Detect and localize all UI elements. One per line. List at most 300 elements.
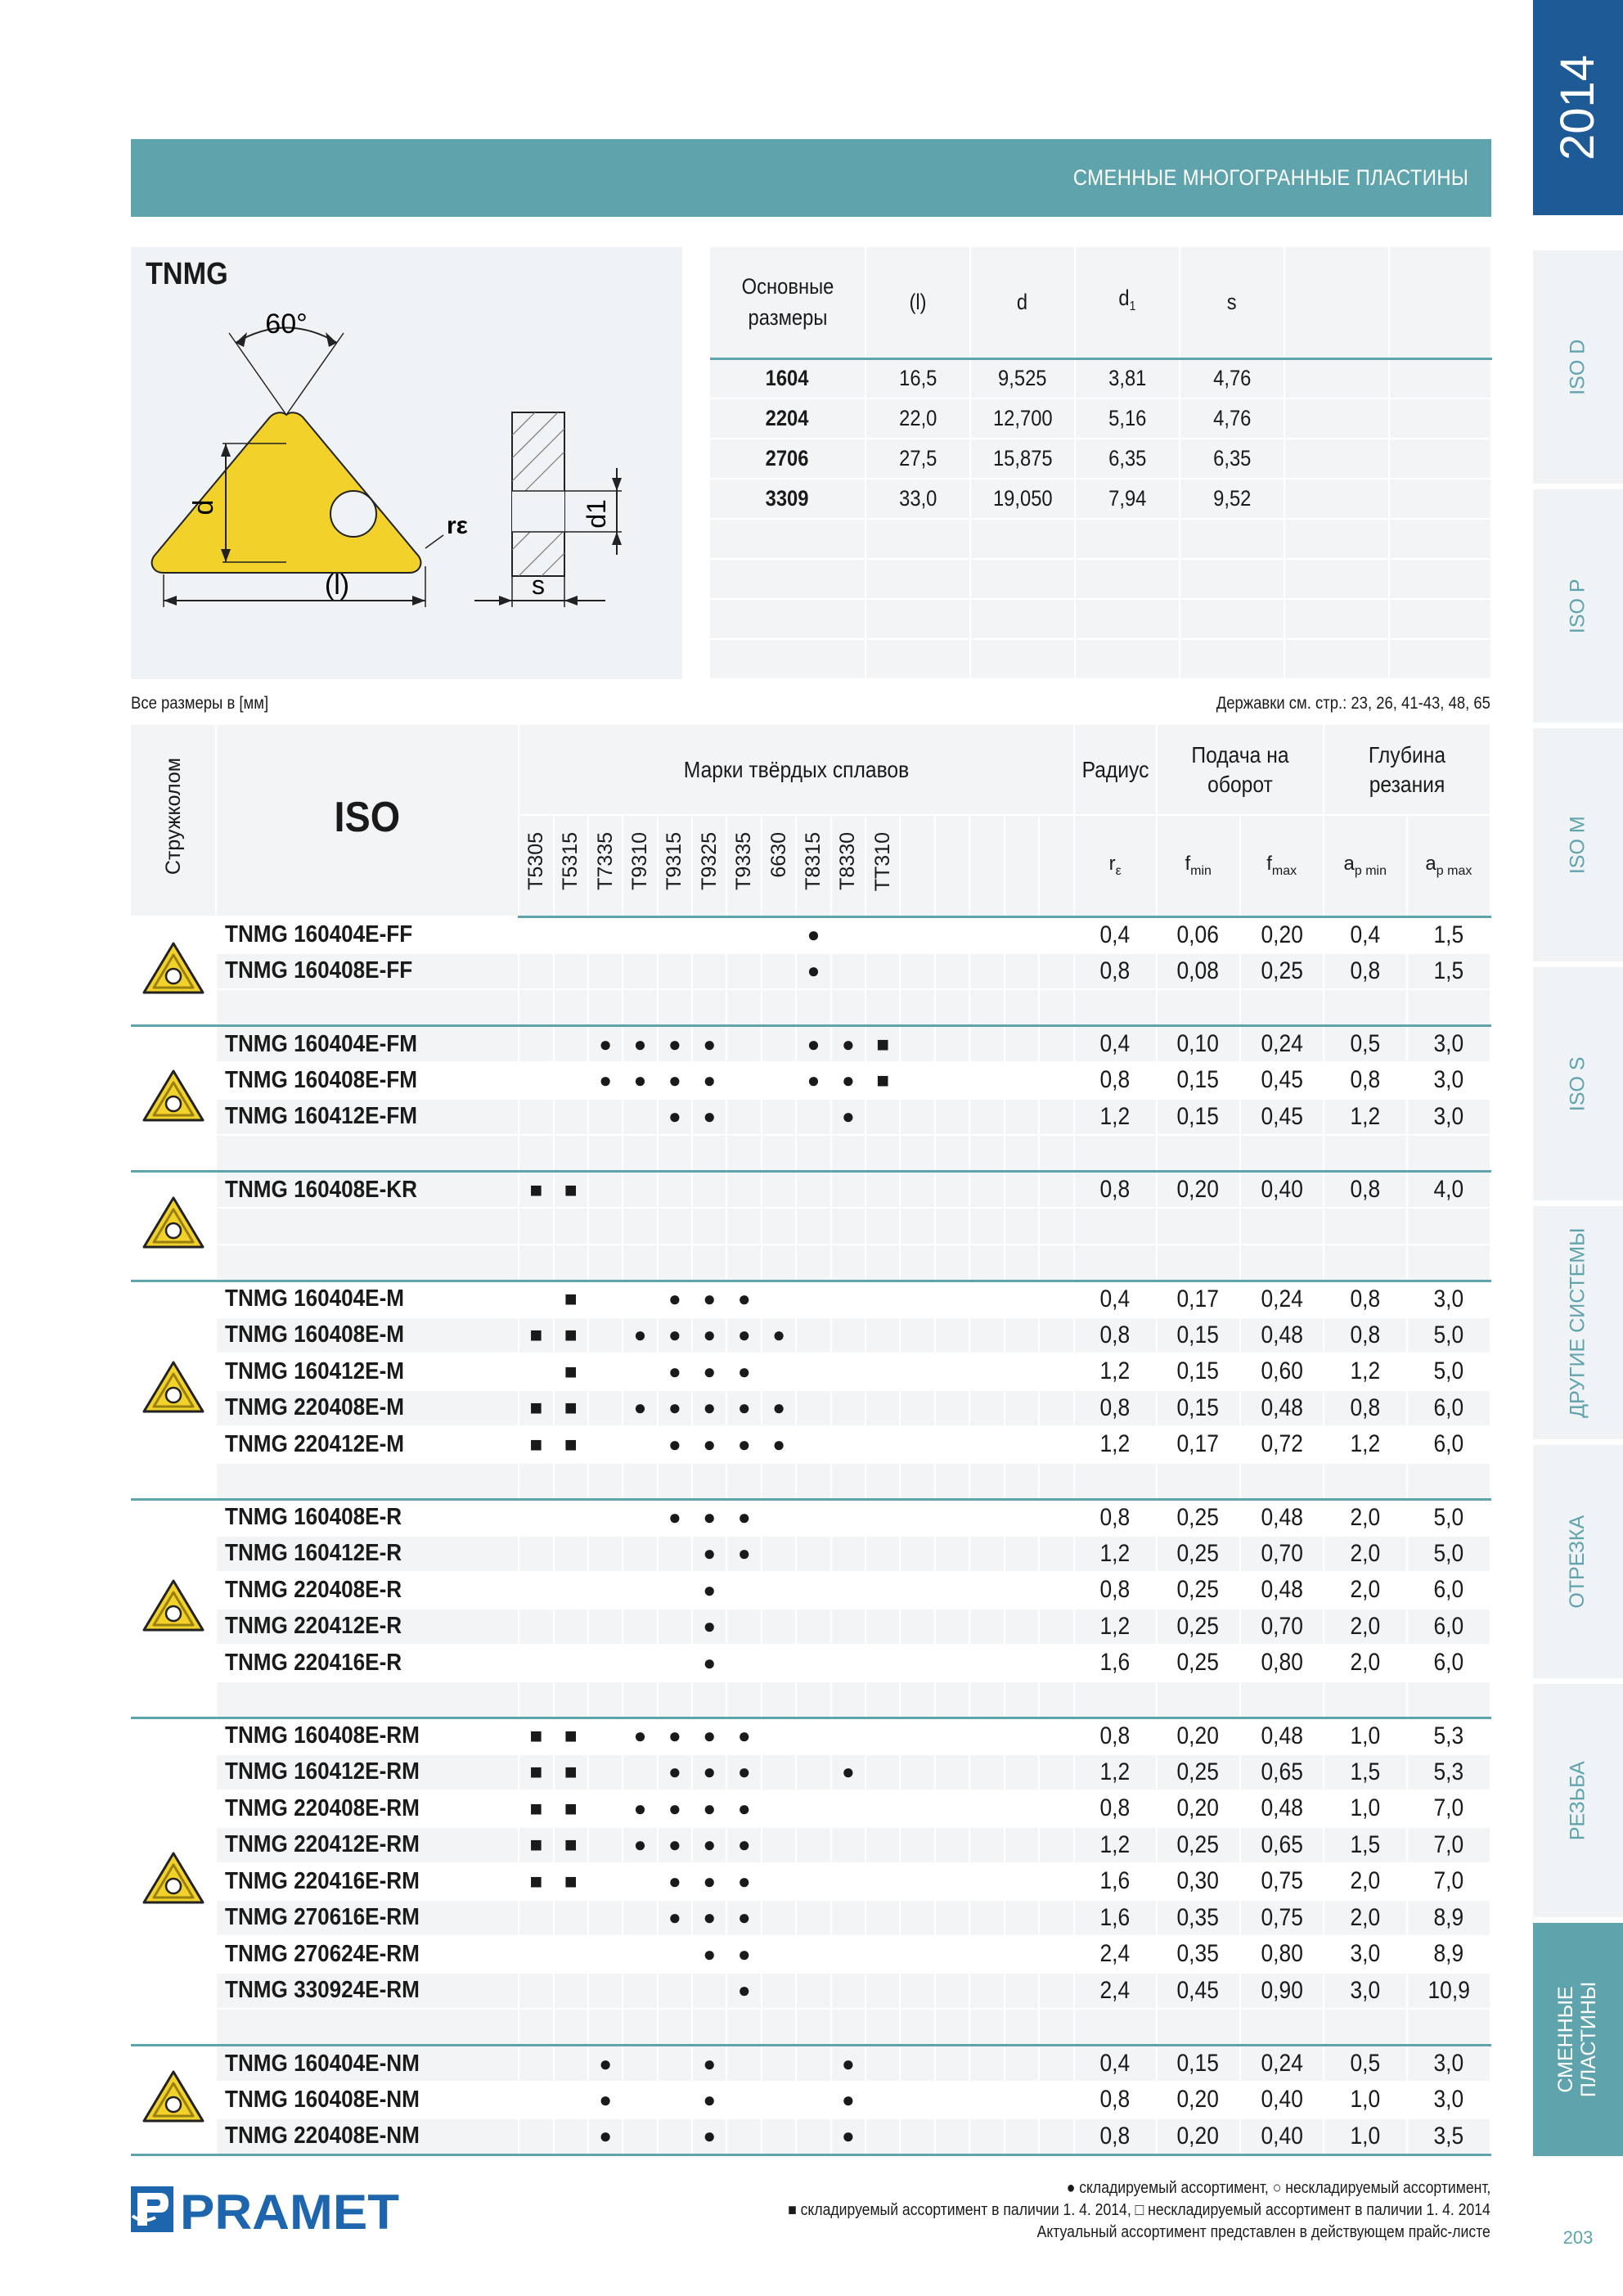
table-row: [131, 1536, 1490, 1573]
param-r: 0,8: [1074, 1499, 1157, 1536]
availability-mark: ●: [692, 2118, 726, 2155]
sidebar-tab-4[interactable]: [1533, 967, 1623, 1200]
insert-code[interactable]: TNMG 160412E-M: [216, 1353, 519, 1390]
availability-mark: ■: [519, 1317, 553, 1354]
sidebar-tab-label: СМЕННЫЕ ПЛАСТИНЫ: [1554, 1981, 1600, 2098]
availability-mark: ●: [692, 1900, 726, 1937]
availability-mark: ●: [658, 1390, 692, 1427]
param-subheader-4: $a_{p max}$: [1407, 815, 1490, 916]
sidebar-tab-1[interactable]: [1533, 250, 1623, 484]
table-row: [131, 953, 1490, 990]
grade-header-6: T9335: [726, 815, 761, 916]
legend-line-3: Актуальный ассортимент представлен в действующем прайс-листе: [1036, 2223, 1490, 2241]
grade-header-12: [935, 815, 969, 916]
insert-code[interactable]: TNMG 220408E-R: [216, 1572, 519, 1609]
dim-header-5: [1284, 247, 1389, 358]
param-fmax: 0,48: [1240, 1717, 1324, 1754]
insert-code[interactable]: TNMG 160408E-FF: [216, 953, 519, 990]
param-fmax: 0,72: [1240, 1426, 1324, 1463]
param-r: 0,4: [1074, 1026, 1157, 1063]
param-fmin: 0,25: [1157, 1499, 1240, 1536]
insert-code[interactable]: TNMG 220412E-RM: [216, 1827, 519, 1864]
availability-mark: ●: [726, 1936, 761, 1973]
param-apmin: 1,0: [1324, 2118, 1407, 2155]
param-apmin: 2,0: [1324, 1609, 1407, 1645]
grade-header-10: TT310: [865, 815, 900, 916]
availability-mark: ●: [692, 1099, 726, 1136]
availability-mark: ●: [692, 1536, 726, 1573]
insert-code[interactable]: TNMG 220412E-R: [216, 1609, 519, 1645]
availability-mark: ●: [831, 2046, 865, 2082]
param-fmin: 0,20: [1157, 1717, 1240, 1754]
table-row: [131, 1099, 1490, 1136]
insert-grades-table: [131, 725, 1491, 2156]
param-apmin: 0,5: [1324, 2046, 1407, 2082]
param-fmin: 0,25: [1157, 1645, 1240, 1681]
availability-mark: ■: [554, 1426, 588, 1463]
param-apmax: 5,3: [1407, 1717, 1490, 1754]
availability-mark: ●: [692, 2046, 726, 2082]
availability-mark: ●: [796, 916, 830, 953]
availability-mark: ●: [658, 1717, 692, 1754]
dim-s-label: s: [532, 570, 545, 600]
param-fmax: 0,70: [1240, 1609, 1324, 1645]
availability-mark: ●: [692, 1026, 726, 1063]
insert-geometry-drawing: [131, 247, 682, 679]
param-r: 0,8: [1074, 2082, 1157, 2118]
param-r: 0,8: [1074, 1172, 1157, 1209]
param-fmin: 0,45: [1157, 1973, 1240, 2010]
availability-mark: ■: [554, 1172, 588, 1209]
spacer-row: [131, 989, 1490, 1026]
param-fmin: 0,20: [1157, 1172, 1240, 1209]
availability-mark: ●: [658, 1426, 692, 1463]
param-apmax: 7,0: [1407, 1790, 1490, 1827]
availability-mark: ●: [726, 1390, 761, 1427]
dim-header-3: $d_1$: [1075, 247, 1180, 358]
grade-header-11: [900, 815, 934, 916]
dim-row: 1604 16,5 9,525 3,81 4,76: [710, 358, 1491, 398]
grade-header-3: T9310: [623, 815, 657, 916]
availability-mark: ■: [554, 1827, 588, 1864]
insert-code[interactable]: TNMG 160412E-RM: [216, 1754, 519, 1791]
chipbreaker-icon: [131, 1172, 216, 1281]
param-fmax: 0,25: [1240, 953, 1324, 990]
dim-row: [710, 559, 1491, 599]
param-apmin: 2,0: [1324, 1900, 1407, 1937]
param-r: 1,2: [1074, 1353, 1157, 1390]
insert-code[interactable]: TNMG 160404E-FF: [216, 916, 519, 953]
grade-header-14: [1005, 815, 1039, 916]
insert-code[interactable]: TNMG 160404E-FM: [216, 1026, 519, 1063]
sidebar-tab-2[interactable]: [1533, 489, 1623, 723]
table-row: [131, 1645, 1490, 1681]
availability-mark: ●: [692, 1936, 726, 1973]
param-apmin: 0,5: [1324, 1026, 1407, 1063]
feed-header: Подача на оборот: [1157, 725, 1324, 815]
availability-mark: ●: [726, 1973, 761, 2010]
param-subheader-0: $r_\varepsilon$: [1074, 815, 1157, 916]
param-fmin: 0,17: [1157, 1426, 1240, 1463]
table-row: [131, 916, 1490, 953]
param-apmin: 0,4: [1324, 916, 1407, 953]
availability-mark: ■: [554, 1317, 588, 1354]
table-row: [131, 2082, 1490, 2118]
param-r: 1,2: [1074, 1536, 1157, 1573]
grade-header-5: T9325: [692, 815, 726, 916]
sidebar-tab-label: ОТРЕЗКА: [1566, 1515, 1589, 1609]
insert-code[interactable]: TNMG 160408E-KR: [216, 1172, 519, 1209]
param-r: 1,2: [1074, 1609, 1157, 1645]
logo-text: PRAMET: [180, 2185, 399, 2235]
year-label: 2014: [1551, 54, 1605, 161]
pramet-logo: [131, 2183, 401, 2240]
insert-code[interactable]: TNMG 160412E-FM: [216, 1099, 519, 1136]
param-fmin: 0,06: [1157, 916, 1240, 953]
param-apmax: 7,0: [1407, 1827, 1490, 1864]
param-apmax: 3,0: [1407, 1062, 1490, 1099]
availability-mark: ●: [588, 2118, 623, 2155]
param-apmax: 3,5: [1407, 2118, 1490, 2155]
dim-row: 3309 33,0 19,050 7,94 9,52: [710, 479, 1491, 519]
param-apmax: 5,0: [1407, 1536, 1490, 1573]
spacer-row: [131, 1245, 1490, 1281]
section-title: СМЕННЫЕ МНОГОГРАННЫЕ ПЛАСТИНЫ: [1072, 165, 1468, 190]
availability-mark: ●: [623, 1827, 657, 1864]
param-apmax: 4,0: [1407, 1172, 1490, 1209]
units-note: Все размеры в [мм]: [131, 694, 269, 713]
param-fmax: 0,65: [1240, 1827, 1324, 1864]
availability-mark: ■: [519, 1717, 553, 1754]
availability-mark: ●: [692, 1426, 726, 1463]
angle-line-right: [286, 333, 344, 415]
dim-row: [710, 599, 1491, 639]
chipbreaker-icon: [131, 916, 216, 1026]
chipbreaker-icon: [131, 1499, 216, 1717]
insert-code[interactable]: TNMG 330924E-RM: [216, 1973, 519, 2010]
param-r: 1,6: [1074, 1900, 1157, 1937]
param-apmin: 1,2: [1324, 1353, 1407, 1390]
param-fmin: 0,35: [1157, 1936, 1240, 1973]
availability-mark: ●: [658, 1499, 692, 1536]
param-apmax: 5,0: [1407, 1353, 1490, 1390]
dim-d-label: d: [188, 499, 219, 515]
param-fmin: 0,15: [1157, 1317, 1240, 1354]
availability-mark: ●: [726, 1863, 761, 1900]
param-r: 1,2: [1074, 1754, 1157, 1791]
availability-mark: ■: [519, 1827, 553, 1864]
insert-code[interactable]: TNMG 160408E-RM: [216, 1717, 519, 1754]
availability-mark: ●: [623, 1317, 657, 1354]
param-apmin: 0,8: [1324, 1062, 1407, 1099]
insert-code[interactable]: TNMG 220408E-M: [216, 1390, 519, 1427]
availability-mark: ●: [726, 1790, 761, 1827]
availability-mark: ■: [865, 1026, 900, 1063]
param-fmax: 0,20: [1240, 916, 1324, 953]
param-fmin: 0,30: [1157, 1863, 1240, 1900]
param-r: 0,4: [1074, 916, 1157, 953]
availability-mark: ■: [519, 1790, 553, 1827]
spacer-row: [131, 1135, 1490, 1172]
param-fmax: 0,45: [1240, 1062, 1324, 1099]
param-apmin: 1,2: [1324, 1099, 1407, 1136]
availability-mark: ●: [692, 1754, 726, 1791]
param-apmax: 8,9: [1407, 1936, 1490, 1973]
param-fmin: 0,20: [1157, 2118, 1240, 2155]
availability-mark: ●: [658, 1353, 692, 1390]
dim-header-2: d: [970, 247, 1075, 358]
param-apmax: 1,5: [1407, 953, 1490, 990]
availability-mark: ●: [726, 1900, 761, 1937]
param-apmax: 6,0: [1407, 1572, 1490, 1609]
dim-header-1: (l): [865, 247, 970, 358]
dim-l-label: (l): [324, 569, 350, 601]
availability-mark: ●: [692, 1317, 726, 1354]
param-r: 0,4: [1074, 2046, 1157, 2082]
insert-code[interactable]: TNMG 220412E-M: [216, 1426, 519, 1463]
param-r: 0,8: [1074, 953, 1157, 990]
availability-mark: ●: [762, 1390, 796, 1427]
param-fmin: 0,15: [1157, 1353, 1240, 1390]
table-row: [131, 1827, 1490, 1864]
legend-line-2: ■ складируемый ассортимент в паличии 1. 4. 2014, □ нескладируемый ассортимент в паличии 1. 4. 2014: [788, 2201, 1490, 2219]
availability-mark: ●: [692, 1790, 726, 1827]
param-r: 0,8: [1074, 2118, 1157, 2155]
availability-mark: ●: [692, 1717, 726, 1754]
dim-row: 2706 27,5 15,875 6,35 6,35: [710, 439, 1491, 479]
param-fmax: 0,65: [1240, 1754, 1324, 1791]
availability-mark: ●: [658, 1754, 692, 1791]
insert-code[interactable]: TNMG 270616E-RM: [216, 1900, 519, 1937]
chipbreaker-icon: [131, 1281, 216, 1499]
iso-header: ISO: [216, 725, 519, 916]
sidebar-tab-label: РЕЗЬБА: [1566, 1761, 1589, 1840]
table-row: [131, 1900, 1490, 1937]
param-r: 0,8: [1074, 1790, 1157, 1827]
param-apmin: 1,5: [1324, 1827, 1407, 1864]
insert-code[interactable]: TNMG 160408E-NM: [216, 2082, 519, 2118]
grade-header-13: [969, 815, 1004, 916]
param-apmin: 1,2: [1324, 1426, 1407, 1463]
availability-mark: ●: [726, 1353, 761, 1390]
availability-mark: ●: [588, 1062, 623, 1099]
availability-mark: ■: [519, 1863, 553, 1900]
availability-mark: ■: [554, 1390, 588, 1427]
availability-mark: ●: [831, 1754, 865, 1791]
availability-mark: ●: [762, 1317, 796, 1354]
section-header: [131, 139, 1491, 217]
param-fmin: 0,15: [1157, 2046, 1240, 2082]
param-apmin: 1,5: [1324, 1754, 1407, 1791]
spacer-row: [131, 1463, 1490, 1500]
availability-mark: ■: [554, 1353, 588, 1390]
insert-code[interactable]: TNMG 270624E-RM: [216, 1936, 519, 1973]
param-fmin: 0,25: [1157, 1572, 1240, 1609]
param-apmax: 6,0: [1407, 1645, 1490, 1681]
param-r: 1,2: [1074, 1099, 1157, 1136]
availability-mark: ●: [623, 1390, 657, 1427]
sidebar-tab-8[interactable]: [1533, 1923, 1623, 2156]
availability-mark: ●: [726, 1426, 761, 1463]
radius-label: rε: [447, 512, 468, 539]
availability-mark: ●: [658, 1827, 692, 1864]
availability-mark: ■: [554, 1754, 588, 1791]
param-r: 1,2: [1074, 1827, 1157, 1864]
table-row: [131, 1281, 1490, 1317]
availability-mark: ●: [588, 2082, 623, 2118]
param-apmax: 6,0: [1407, 1426, 1490, 1463]
availability-mark: ●: [726, 1827, 761, 1864]
availability-mark: ●: [588, 1026, 623, 1063]
insert-code[interactable]: TNMG 220416E-RM: [216, 1863, 519, 1900]
param-r: 1,2: [1074, 1426, 1157, 1463]
param-r: 1,6: [1074, 1863, 1157, 1900]
table-row: [131, 1754, 1490, 1791]
availability-mark: ■: [554, 1863, 588, 1900]
availability-mark: ●: [623, 1790, 657, 1827]
table-row: [131, 1172, 1490, 1209]
param-fmax: 0,48: [1240, 1499, 1324, 1536]
insert-code[interactable]: TNMG 160408E-M: [216, 1317, 519, 1354]
param-fmax: 0,60: [1240, 1353, 1324, 1390]
param-apmax: 3,0: [1407, 1026, 1490, 1063]
availability-mark: ●: [831, 1026, 865, 1063]
grade-header-1: T5315: [554, 815, 588, 916]
availability-mark: ●: [692, 1390, 726, 1427]
param-apmax: 6,0: [1407, 1390, 1490, 1427]
availability-mark: ■: [519, 1426, 553, 1463]
param-fmax: 0,40: [1240, 2118, 1324, 2155]
spacer-row: [131, 2009, 1490, 2046]
dim-header-0: Основные размеры: [710, 247, 865, 358]
param-r: 2,4: [1074, 1973, 1157, 2010]
availability-mark: ●: [692, 1863, 726, 1900]
availability-mark: ●: [658, 1099, 692, 1136]
table-row: [131, 1863, 1490, 1900]
sidebar-tab-6[interactable]: [1533, 1445, 1623, 1678]
availability-mark: ●: [726, 1281, 761, 1317]
dimensions-table: [710, 247, 1492, 680]
param-apmin: 1,0: [1324, 1717, 1407, 1754]
breaker-header: Стружколом: [131, 725, 216, 916]
insert-code[interactable]: TNMG 160408E-R: [216, 1499, 519, 1536]
availability-mark: ●: [658, 1026, 692, 1063]
insert-code[interactable]: TNMG 220408E-NM: [216, 2118, 519, 2155]
grade-header-4: T9315: [658, 815, 692, 916]
sidebar-tab-7[interactable]: [1533, 1684, 1623, 1917]
insert-code[interactable]: TNMG 220416E-R: [216, 1645, 519, 1681]
chipbreaker-icon: [131, 2046, 216, 2155]
radius-header: Радиус: [1074, 725, 1157, 815]
holders-note: Державки см. стр.: 23, 26, 41-43, 48, 65: [1216, 694, 1490, 713]
param-fmax: 0,48: [1240, 1790, 1324, 1827]
availability-mark: ●: [692, 1572, 726, 1609]
availability-mark: ●: [658, 1281, 692, 1317]
table-row: [131, 2046, 1490, 2082]
param-apmin: 2,0: [1324, 1536, 1407, 1573]
param-apmin: 1,0: [1324, 1790, 1407, 1827]
param-r: 0,4: [1074, 1281, 1157, 1317]
param-fmax: 0,40: [1240, 2082, 1324, 2118]
param-fmax: 0,48: [1240, 1317, 1324, 1354]
availability-mark: ●: [623, 1717, 657, 1754]
table-row: [131, 1353, 1490, 1390]
insert-code[interactable]: TNMG 220408E-RM: [216, 1790, 519, 1827]
availability-mark: ●: [623, 1026, 657, 1063]
param-fmin: 0,08: [1157, 953, 1240, 990]
page-number: 203: [1562, 2227, 1594, 2248]
table-row: [131, 1936, 1490, 1973]
dim-d1-label: d1: [582, 499, 611, 529]
param-fmin: 0,35: [1157, 1900, 1240, 1937]
param-fmax: 0,80: [1240, 1936, 1324, 1973]
param-apmin: 2,0: [1324, 1572, 1407, 1609]
table-row: [131, 1609, 1490, 1645]
param-r: 1,6: [1074, 1645, 1157, 1681]
dim-row: [710, 519, 1491, 559]
param-fmin: 0,25: [1157, 1609, 1240, 1645]
sidebar-tab-label: ISO P: [1566, 579, 1589, 633]
insert-code[interactable]: TNMG 160408E-FM: [216, 1062, 519, 1099]
param-apmax: 5,3: [1407, 1754, 1490, 1791]
availability-mark: ■: [519, 1172, 553, 1209]
availability-mark: ●: [726, 1499, 761, 1536]
param-fmax: 0,75: [1240, 1900, 1324, 1937]
param-fmin: 0,15: [1157, 1099, 1240, 1136]
sidebar-tab-5[interactable]: [1533, 1206, 1623, 1439]
param-fmin: 0,10: [1157, 1026, 1240, 1063]
availability-mark: ●: [726, 1317, 761, 1354]
param-fmin: 0,25: [1157, 1536, 1240, 1573]
insert-code[interactable]: TNMG 160404E-NM: [216, 2046, 519, 2082]
param-fmax: 0,24: [1240, 1281, 1324, 1317]
sidebar-tab-label: ISO M: [1566, 816, 1589, 874]
param-apmin: 0,8: [1324, 1281, 1407, 1317]
availability-mark: ●: [692, 1062, 726, 1099]
availability-mark: ●: [692, 1499, 726, 1536]
param-apmin: 3,0: [1324, 1936, 1407, 1973]
param-apmin: 0,8: [1324, 953, 1407, 990]
angle-label: 60°: [265, 308, 308, 340]
param-fmax: 0,80: [1240, 1645, 1324, 1681]
table-row: [131, 1973, 1490, 2010]
year-tab[interactable]: [1533, 0, 1623, 215]
availability-mark: ●: [658, 1062, 692, 1099]
sidebar-tab-label: ISO D: [1566, 339, 1589, 395]
param-subheader-1: $f_{min}$: [1157, 815, 1240, 916]
availability-mark: ●: [692, 1827, 726, 1864]
param-apmax: 7,0: [1407, 1863, 1490, 1900]
param-apmax: 6,0: [1407, 1609, 1490, 1645]
sidebar-tab-3[interactable]: [1533, 728, 1623, 961]
sidebar-tab-label: ISO S: [1566, 1056, 1589, 1111]
availability-mark: ■: [554, 1281, 588, 1317]
param-subheader-3: $a_{p min}$: [1324, 815, 1407, 916]
dim-header-4: s: [1180, 247, 1284, 358]
availability-mark: ■: [519, 1754, 553, 1791]
insert-code[interactable]: TNMG 160404E-M: [216, 1281, 519, 1317]
availability-mark: ●: [692, 2082, 726, 2118]
param-apmax: 1,5: [1407, 916, 1490, 953]
param-fmax: 0,45: [1240, 1099, 1324, 1136]
chipbreaker-icon: [131, 1717, 216, 2046]
insert-code[interactable]: TNMG 160412E-R: [216, 1536, 519, 1573]
availability-mark: ●: [658, 1790, 692, 1827]
param-r: 0,8: [1074, 1717, 1157, 1754]
availability-mark: ●: [692, 1353, 726, 1390]
availability-mark: ●: [588, 2046, 623, 2082]
insert-hole: [330, 491, 376, 537]
